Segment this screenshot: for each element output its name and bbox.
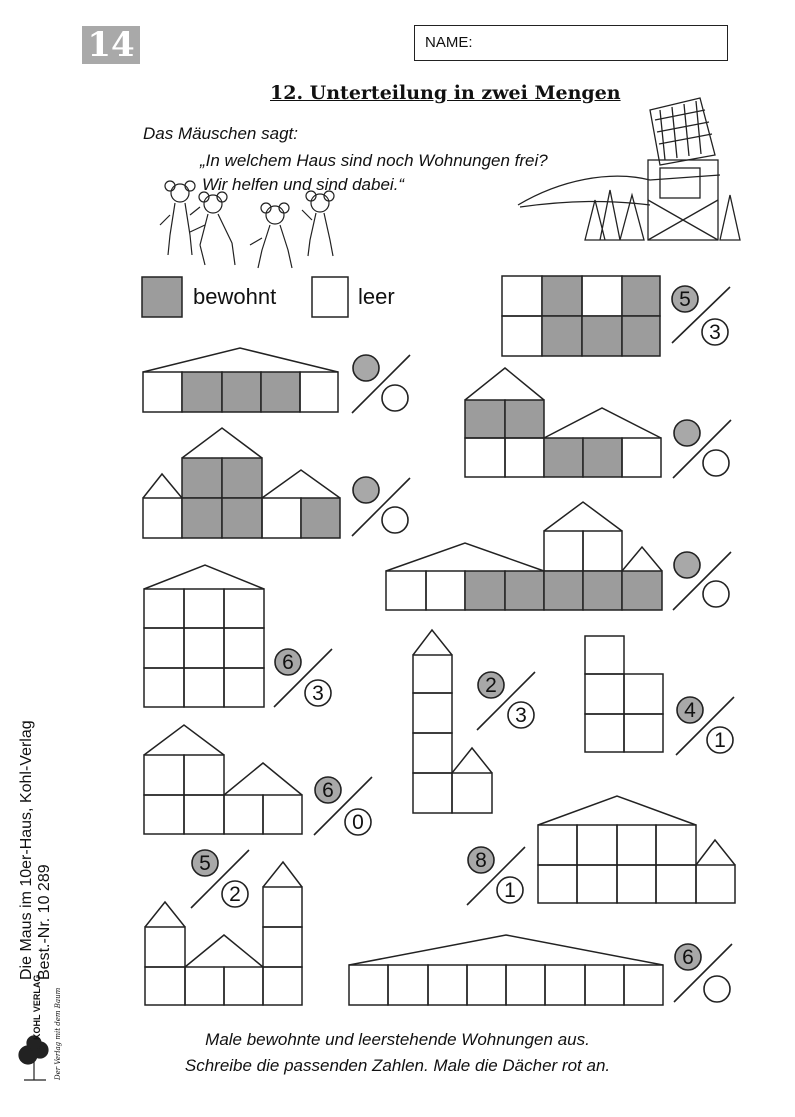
house-b: [143, 348, 338, 412]
instruction-line-2: Schreibe die passenden Zahlen. Male die Dächer rot an.: [184, 1056, 611, 1075]
mice-illustration: [160, 181, 334, 268]
page-number: 14: [82, 26, 140, 64]
house-g: [413, 630, 492, 813]
house-c: [465, 368, 661, 477]
answer-h-top: 4: [684, 699, 696, 722]
sidebar-line-1: Die Maus im 10er-Haus, Kohl-Verlag: [18, 720, 35, 980]
answer-f-bottom: 3: [312, 682, 324, 705]
answer-j-bottom: 1: [504, 879, 516, 902]
publisher-name: KOHL VERLAG: [32, 974, 42, 1040]
answer-h-bottom: 1: [714, 729, 726, 752]
intro-line-3: Wir helfen und sind dabei.“: [202, 175, 405, 194]
answer-a-top: 5: [679, 288, 691, 311]
answer-g-top: 2: [485, 674, 497, 697]
house-l: [349, 935, 663, 1005]
legend-occupied-swatch: [142, 277, 182, 317]
house-f: [144, 565, 264, 707]
house-k: [145, 862, 302, 1005]
answer-j-top: 8: [475, 849, 487, 872]
tower-illustration: [518, 98, 740, 240]
answer-a-bottom: 3: [709, 321, 721, 344]
house-j: [538, 796, 735, 903]
publisher-slogan: Der Verlag mit dem Baum: [54, 987, 62, 1080]
instruction-line-1: Male bewohnte und leerstehende Wohnungen aus.: [205, 1030, 590, 1049]
answer-i-bottom: 0: [352, 811, 364, 834]
legend-empty-label: leer: [358, 284, 395, 309]
house-a: [502, 276, 660, 356]
intro-line-1: Das Mäuschen sagt:: [143, 124, 298, 143]
house-e: [386, 502, 662, 610]
answer-f-top: 6: [282, 651, 294, 674]
sidebar-line-2: Best.-Nr. 10 289: [36, 864, 53, 980]
house-i: [144, 725, 302, 834]
name-field[interactable]: NAME:: [414, 25, 728, 61]
answer-k-bottom: 2: [229, 883, 241, 906]
intro-line-2: „In welchem Haus sind noch Wohnungen frei?: [200, 151, 548, 170]
answer-i-top: 6: [322, 779, 334, 802]
house-d: [143, 428, 340, 538]
answer-g-bottom: 3: [515, 704, 527, 727]
answer-k-top: 5: [199, 852, 211, 875]
page-title: 12. Unterteilung in zwei Mengen: [270, 82, 621, 104]
answer-l-top: 6: [682, 946, 694, 969]
legend-occupied-label: bewohnt: [193, 284, 277, 309]
sidebar-credits: [18, 680, 54, 980]
house-h: [585, 636, 663, 752]
legend-empty-swatch: [312, 277, 348, 317]
